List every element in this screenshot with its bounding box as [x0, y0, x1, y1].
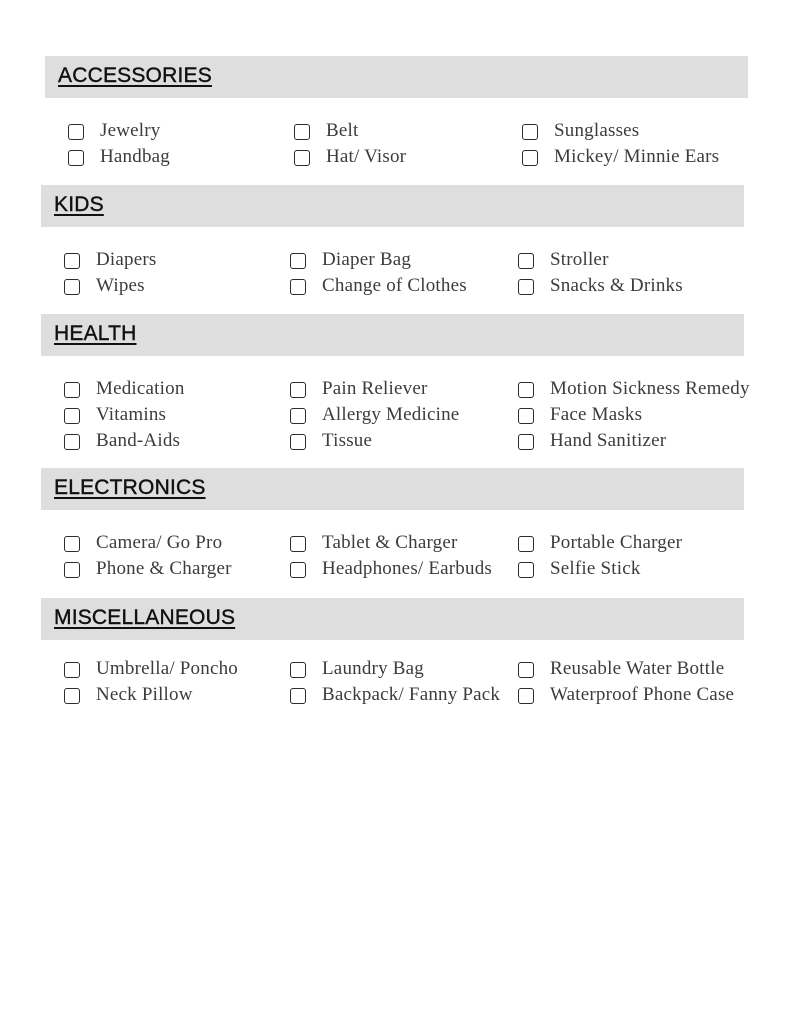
checkbox[interactable]: [294, 150, 310, 166]
checkbox[interactable]: [518, 688, 534, 704]
checkbox[interactable]: [64, 253, 80, 269]
item-label: Tablet & Charger: [322, 532, 458, 553]
checkbox[interactable]: [518, 279, 534, 295]
item-label: Change of Clothes: [322, 274, 467, 296]
item-label: Handbag: [100, 145, 170, 167]
item-label: Medication: [96, 378, 185, 399]
checkbox[interactable]: [290, 408, 306, 424]
item-label: Hand Sanitizer: [550, 429, 667, 451]
item-label: Portable Charger: [550, 532, 683, 553]
section-header-electronics: [41, 468, 744, 510]
item-label: Waterproof Phone Case: [550, 683, 735, 705]
item-label: Stroller: [550, 249, 609, 270]
checkbox[interactable]: [64, 408, 80, 424]
section-header-health: [41, 314, 744, 356]
checkbox[interactable]: [518, 536, 534, 552]
checkbox[interactable]: [518, 662, 534, 678]
checkbox[interactable]: [64, 382, 80, 398]
item-label: Reusable Water Bottle: [550, 658, 725, 679]
item-label: Jewelry: [100, 120, 161, 141]
item-label: Umbrella/ Poncho: [96, 658, 238, 679]
item-label: Headphones/ Earbuds: [322, 557, 493, 579]
section-title: KIDS: [54, 193, 104, 216]
section-header-miscellaneous: [41, 598, 744, 640]
checkbox[interactable]: [64, 279, 80, 295]
checkbox[interactable]: [290, 536, 306, 552]
item-label: Pain Reliever: [322, 378, 428, 399]
item-label: Tissue: [322, 429, 373, 451]
checkbox[interactable]: [68, 150, 84, 166]
checkbox[interactable]: [290, 434, 306, 450]
checkbox[interactable]: [518, 382, 534, 398]
item-label: Motion Sickness Remedy: [550, 378, 750, 399]
item-label: Band-Aids: [96, 429, 181, 451]
checkbox[interactable]: [290, 382, 306, 398]
section-title: MISCELLANEOUS: [54, 606, 236, 629]
section-title: ELECTRONICS: [54, 476, 206, 499]
item-label: Laundry Bag: [322, 658, 424, 679]
checkbox[interactable]: [290, 253, 306, 269]
item-label: Diapers: [96, 249, 157, 270]
checkbox[interactable]: [64, 536, 80, 552]
item-label: Hat/ Visor: [326, 145, 407, 167]
section-header-kids: [41, 185, 744, 227]
item-label: Diaper Bag: [322, 249, 412, 270]
checkbox[interactable]: [522, 124, 538, 140]
item-label: Camera/ Go Pro: [96, 532, 223, 553]
checkbox[interactable]: [518, 562, 534, 578]
checkbox[interactable]: [290, 562, 306, 578]
checkbox[interactable]: [294, 124, 310, 140]
checkbox[interactable]: [290, 688, 306, 704]
item-label: Snacks & Drinks: [550, 274, 683, 296]
item-label: Vitamins: [96, 403, 167, 425]
item-label: Wipes: [96, 274, 145, 296]
item-label: Phone & Charger: [96, 557, 232, 579]
checkbox[interactable]: [290, 662, 306, 678]
checkbox[interactable]: [64, 434, 80, 450]
section-title: ACCESSORIES: [58, 64, 212, 87]
checkbox[interactable]: [290, 279, 306, 295]
item-label: Allergy Medicine: [322, 403, 460, 425]
checkbox[interactable]: [68, 124, 84, 140]
item-label: Belt: [326, 120, 359, 141]
item-label: Backpack/ Fanny Pack: [322, 683, 501, 705]
item-label: Face Masks: [550, 403, 643, 425]
item-label: Selfie Stick: [550, 557, 641, 579]
checkbox[interactable]: [64, 662, 80, 678]
item-label: Sunglasses: [554, 120, 640, 141]
checkbox[interactable]: [64, 688, 80, 704]
checkbox[interactable]: [64, 562, 80, 578]
checkbox[interactable]: [518, 253, 534, 269]
section-header-accessories: [45, 56, 748, 98]
checkbox[interactable]: [522, 150, 538, 166]
checkbox[interactable]: [518, 434, 534, 450]
section-title: HEALTH: [54, 322, 137, 345]
item-label: Mickey/ Minnie Ears: [554, 145, 720, 167]
item-label: Neck Pillow: [96, 683, 193, 705]
checkbox[interactable]: [518, 408, 534, 424]
